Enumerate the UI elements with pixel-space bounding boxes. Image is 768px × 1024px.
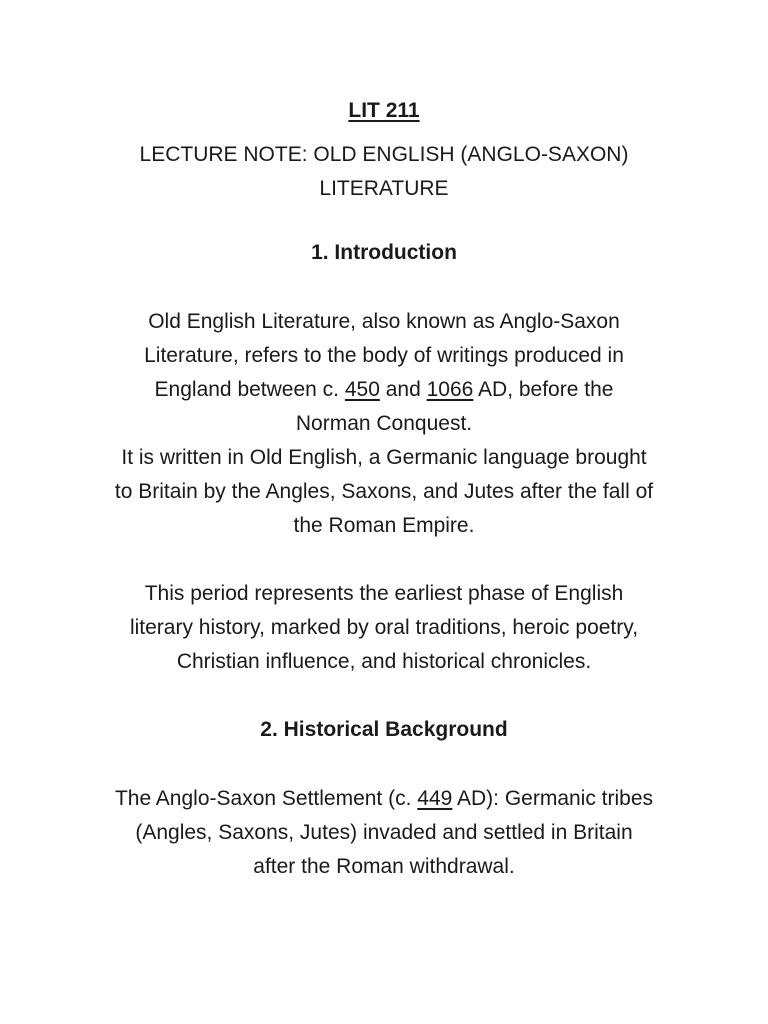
paragraph-intro-1 bbox=[64, 305, 704, 441]
year-link[interactable]: 1066 bbox=[426, 378, 474, 401]
text-line: to Britain by the Angles, Saxons, and Jutes after the fall of bbox=[114, 480, 654, 503]
title-line: LITERATURE bbox=[319, 177, 449, 200]
document-title bbox=[64, 138, 704, 206]
year-link[interactable]: 449 bbox=[417, 787, 453, 810]
text-line: the Roman Empire. bbox=[293, 514, 475, 537]
text-line: literary history, marked by oral traditions, heroic poetry, bbox=[129, 616, 639, 639]
text-fragment: England between c. bbox=[154, 378, 345, 401]
section-heading-historical-background: 2. Historical Background bbox=[260, 718, 508, 741]
paragraph-intro-3 bbox=[64, 577, 704, 679]
year-link[interactable]: 450 bbox=[344, 378, 380, 401]
paragraph-history-1 bbox=[64, 782, 704, 884]
text-line bbox=[64, 373, 704, 407]
text-line: after the Roman withdrawal. bbox=[253, 855, 515, 878]
text-fragment: AD): Germanic tribes bbox=[452, 787, 654, 810]
text-fragment: AD, before the bbox=[473, 378, 614, 401]
text-line: Christian influence, and historical chronicles. bbox=[176, 650, 592, 673]
text-line bbox=[64, 782, 704, 816]
text-line: (Angles, Saxons, Jutes) invaded and settled in Britain bbox=[135, 821, 633, 844]
text-fragment: and bbox=[379, 378, 427, 401]
course-code: LIT 211 bbox=[348, 99, 420, 122]
section-heading-introduction: 1. Introduction bbox=[311, 241, 457, 264]
text-line: Old English Literature, also known as Anglo-Saxon bbox=[148, 310, 620, 333]
paragraph-intro-2 bbox=[64, 441, 704, 543]
text-line: Literature, refers to the body of writings produced in bbox=[144, 344, 624, 367]
text-line: Norman Conquest. bbox=[295, 412, 473, 435]
text-line: This period represents the earliest phase of English bbox=[144, 582, 624, 605]
text-fragment: The Anglo-Saxon Settlement (c. bbox=[114, 787, 418, 810]
text-line: It is written in Old English, a Germanic language brought bbox=[121, 446, 647, 469]
title-line: LECTURE NOTE: OLD ENGLISH (ANGLO-SAXON) bbox=[139, 143, 629, 166]
